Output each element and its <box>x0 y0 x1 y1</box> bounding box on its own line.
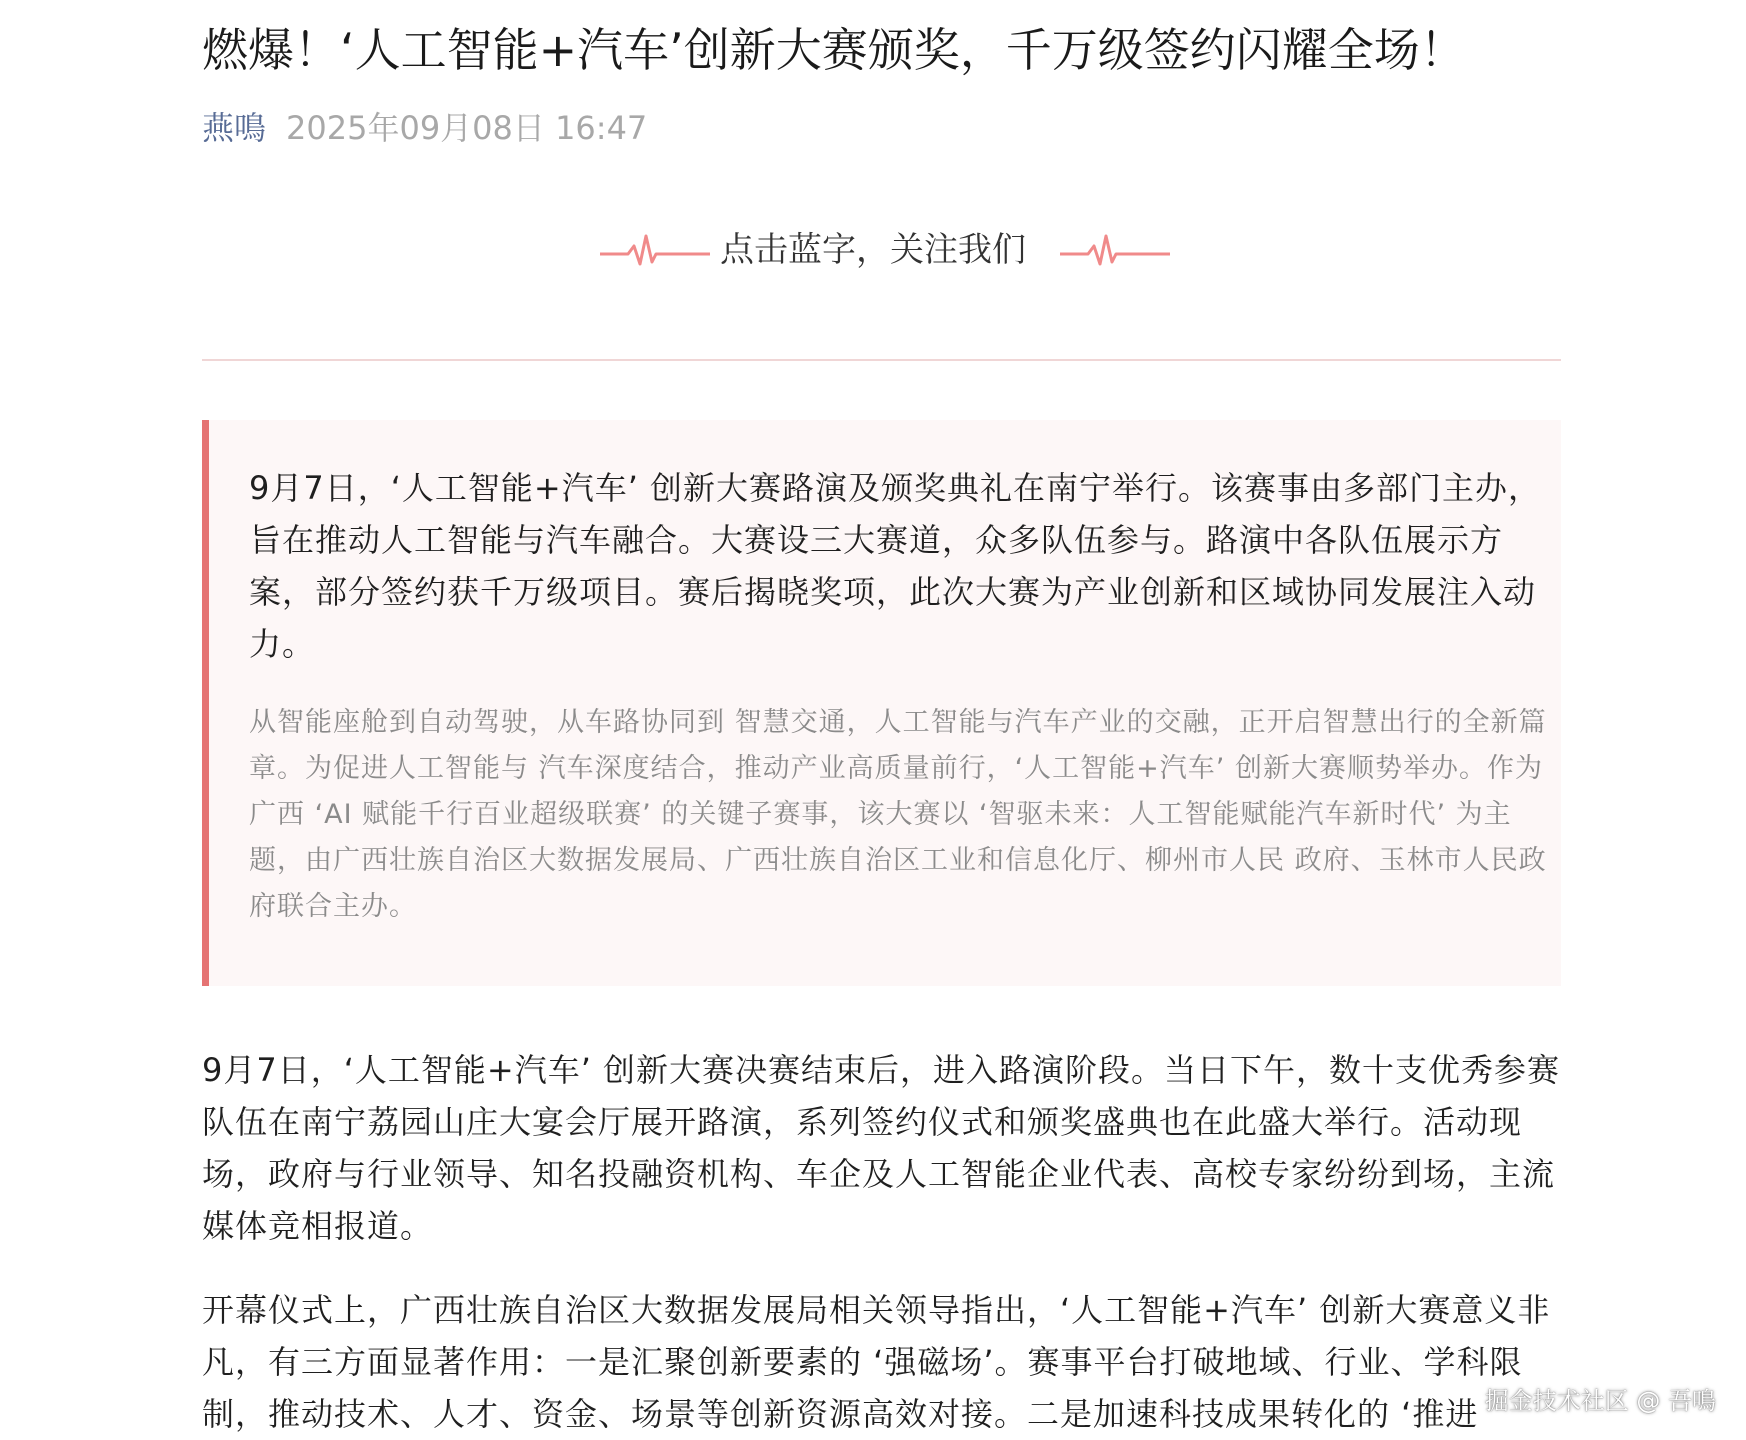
summary-body: 从智能座舱到自动驾驶，从车路协同到 智慧交通，人工智能与汽车产业的交融，正开启智慧出行的全新篇章。为促进人工智能与 汽车深度结合，推动产业高质量前行，‘人工智能+汽车’ 创新大赛顺势举办。作为广西 ‘AI 赋能千行百业超级联赛’ 的关键子赛事，该大赛以 ‘智驱未来：人工智能赋能汽车新时代’ 为主题，由广西壮族自治区大数据发展局、广西壮族自治区工业和信息化厅、柳州市人民 政府、玉林市人民政府联合主办。 <box>249 707 1547 922</box>
summary-quote-block <box>202 420 1561 986</box>
paragraph-1: 9月7日，‘人工智能+汽车’ 创新大赛决赛结束后，进入路演阶段。当日下午，数十支优秀参赛队伍在南宁荔园山庄大宴会厅展开路演，系列签约仪式和颁奖盛典也在此盛大举行。活动现场，政府与行业领导、知名投融资机构、车企及人工智能企业代表、高校专家纷纷到场，主流媒体竞相报道。 <box>202 1051 1561 1245</box>
author-link[interactable]: 燕鳴 <box>202 109 267 147</box>
follow-text: 点击蓝字，关注我们 <box>720 230 1026 270</box>
article-meta <box>202 106 647 150</box>
follow-banner[interactable] <box>0 220 1746 280</box>
summary-lead: 9月7日，‘人工智能+汽车’ 创新大赛路演及颁奖典礼在南宁举行。该赛事由多部门主办， 旨在推动人工智能与汽车融合。大赛设三大赛道，众多队伍参与。路演中各队伍展示方 案，部分签约获千万级项目。赛后揭晓奖项，此次大赛为产业创新和区域协同发展注入动 力。 <box>249 469 1542 663</box>
publish-date: 2025年09月08日 16:47 <box>286 109 648 147</box>
divider <box>202 359 1561 361</box>
article-title: 燃爆！‘人工智能+汽车’创新大赛颁奖，千万级签约闪耀全场！ <box>202 23 1466 77</box>
paragraph-2: 开幕仪式上，广西壮族自治区大数据发展局相关领导指出，‘人工智能+汽车’ 创新大赛意义非凡，有三方面显著作用：一是汇聚创新要素的 ‘强磁场’。赛事平台打破地域、行业、学科限制，推动技术、人才、资金、场景等创新资源高效对接。二是加速科技成果转化的 ‘推进 <box>202 1291 1551 1433</box>
watermark: 掘金技术社区 @ 吾鳴 <box>1484 1387 1716 1415</box>
